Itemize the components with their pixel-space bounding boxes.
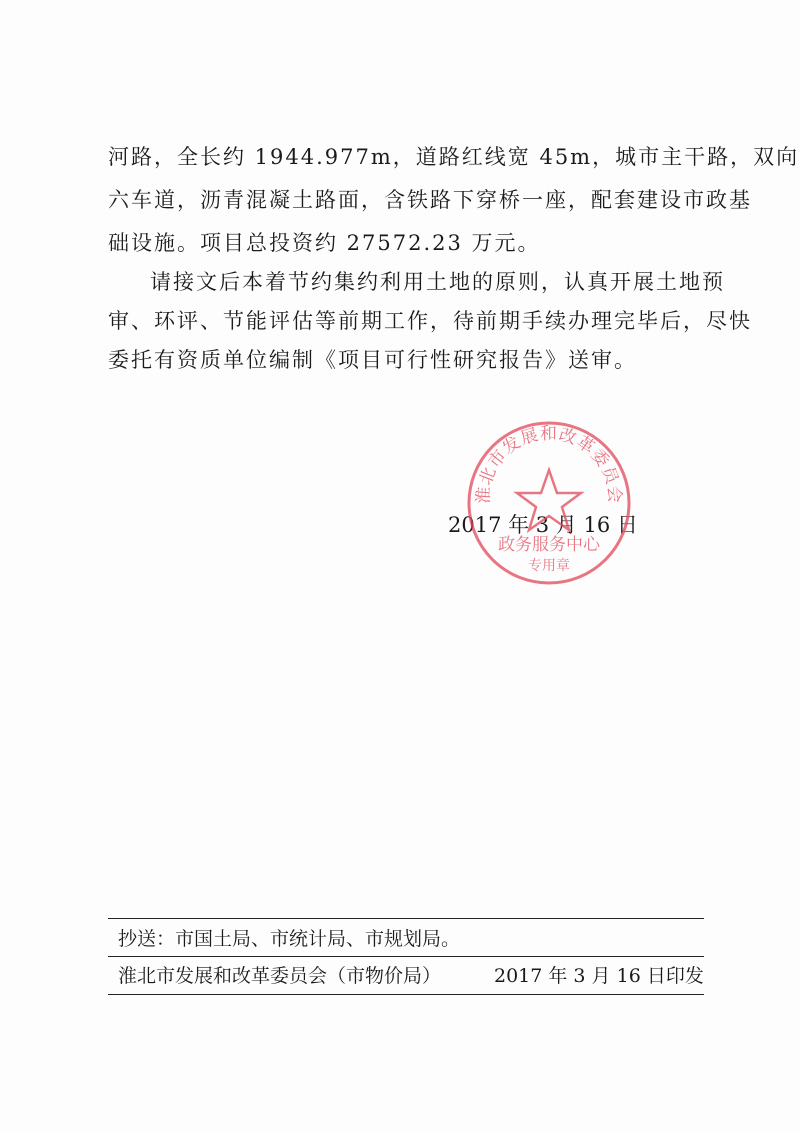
body-line-5: 审、环评、节能评估等前期工作，待前期手续办理完毕后，尽快 xyxy=(108,309,752,333)
footer-bottom-rule xyxy=(108,994,704,995)
body-line-2: 六车道，沥青混凝土路面，含铁路下穿桥一座，配套建设市政基 xyxy=(108,188,752,212)
footer-middle-rule xyxy=(108,956,704,957)
body-line-4: 请接文后本着节约集约利用土地的原则，认真开展土地预 xyxy=(150,270,725,294)
issuer-name: 淮北市发展和改革委员会（市物价局） xyxy=(118,965,442,987)
seal-middle-text: 政务服务中心 xyxy=(498,535,600,555)
signature-date: 2017 年 3 月 16 日 xyxy=(448,513,638,537)
seal-top-text: 淮北市发展和改革委员会 xyxy=(473,424,625,505)
body-line-1: 河路，全长约 1944.977m，道路红线宽 45m，城市主干路，双向 xyxy=(108,145,800,169)
body-line-6: 委托有资质单位编制《项目可行性研究报告》送审。 xyxy=(108,348,637,372)
issue-date: 2017 年 3 月 16 日印发 xyxy=(494,965,704,987)
cc-line: 抄送：市国土局、市统计局、市规划局。 xyxy=(118,928,461,950)
official-seal-icon xyxy=(464,418,634,588)
svg-text:淮北市发展和改革委员会 xyxy=(474,424,625,504)
seal-bottom-text: 专用章 xyxy=(528,558,570,574)
footer-top-rule xyxy=(108,918,704,919)
body-line-3: 础设施。项目总投资约 27572.23 万元。 xyxy=(108,231,541,255)
